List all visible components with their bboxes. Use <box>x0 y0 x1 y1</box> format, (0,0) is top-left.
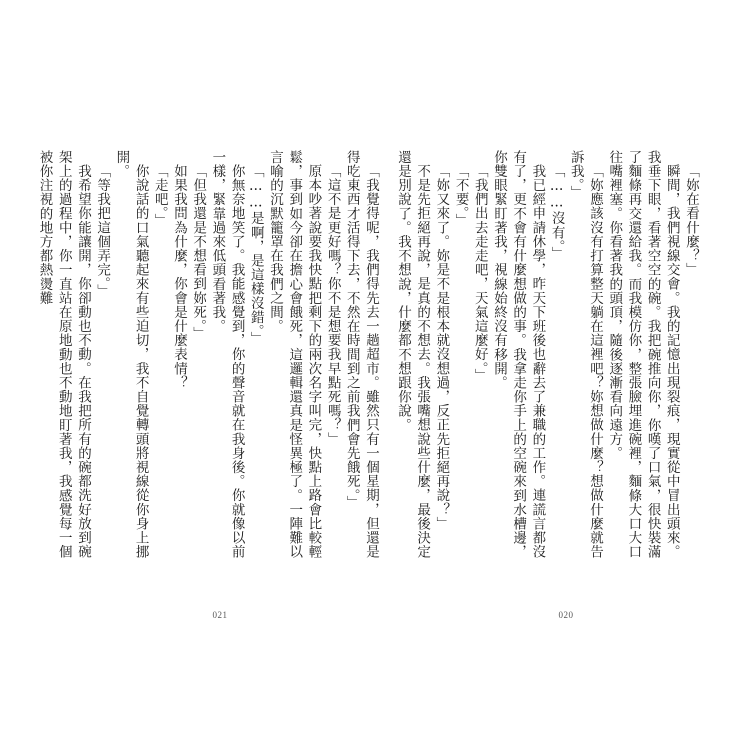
paragraph: 我已經申請休學，昨天下班後也辭去了兼職的工作。連謊言都沒有了，更不會有什麼想做的事。我拿走你手上的空碗來到水槽邊，你雙眼緊盯著我，視線始終沒有移開。 <box>490 150 546 559</box>
page-number: 021 <box>212 610 228 620</box>
paragraph: 「不要。」 <box>452 163 469 228</box>
paragraph: 你無奈地笑了。我能感覺到，你的聲音就在我身後。你就像以前一樣，緊靠過來低頭看著我。 <box>209 150 245 559</box>
paragraph: 「……是啊，是這樣沒錯。」 <box>247 163 264 346</box>
right-page-text <box>394 150 700 570</box>
paragraph: 如果我問為什麼，你會是什麼表情？ <box>170 163 187 390</box>
paragraph: 「妳應該沒有打算整天躺在這裡吧？妳想做什麼？想做什麼就告訴我。」 <box>567 150 603 559</box>
paragraph: 「但我還是不想看到妳死。」 <box>190 163 207 341</box>
left-page-text <box>36 150 380 570</box>
paragraph: 「等我把這個弄完。」 <box>94 163 111 298</box>
left-page <box>36 150 380 620</box>
paragraph: 不是先拒絕再說，是真的不想去。我張嘴想說些什麼，最後決定還是別說了。我不想說，什麼都不想跟你說。 <box>394 150 431 559</box>
paragraph: 瞬間，我們視線交會。我的記憶出現裂痕，現實從中冒出頭來。我垂下眼，看著空空的碗。我把碗推向你，你嘆了口氣，很快裝滿了麵條再交還給我。而我模仿你，整張臉埋進碗裡，麵條大口大口往嘴裡塞。你看著我的頭頂，隨後逐漸看向遠方。 <box>606 150 680 559</box>
paragraph: 原本吵著說要我快點把剩下的兩次名字叫完，快點上路會比較輕鬆，事到如今卻在擔心會餓死，這邏輯還真是怪異極了。一陣難以言喻的沉默籠罩在我們之間。 <box>266 150 322 559</box>
paragraph: 「妳在看什麼？」 <box>683 163 699 277</box>
paragraph: 「這不是更好嗎？你不是想要我早點死嗎？」 <box>324 163 341 446</box>
paragraph: 「……沒有。」 <box>548 163 565 261</box>
paragraph: 「我覺得呢，我們得先去一趟超市。雖然只有一個星期，但還是得吃東西才活得下去，不然在時間到之前我們會先餓死。」 <box>343 150 379 559</box>
right-page <box>394 150 700 620</box>
paragraph: 「我們出去走走吧，天氣這麼好。」 <box>471 163 488 383</box>
paragraph: 你說話的口氣聽起來有些迫切，我不自覺轉頭將視線從你身上挪開。 <box>113 150 149 559</box>
paragraph: 「妳又來了。妳是不是根本就沒想過，反正先拒絕再說？」 <box>433 163 450 531</box>
paragraph: 我希望你能讓開，你卻動也不動。在我把所有的碗都洗好放到碗架上的過程中，你一直站在原地動也不動地盯著我，我感覺每一個被你注視的地方都熱燙難 <box>36 150 91 559</box>
paragraph: 「走吧。」 <box>151 163 168 228</box>
page-number: 020 <box>558 610 574 620</box>
